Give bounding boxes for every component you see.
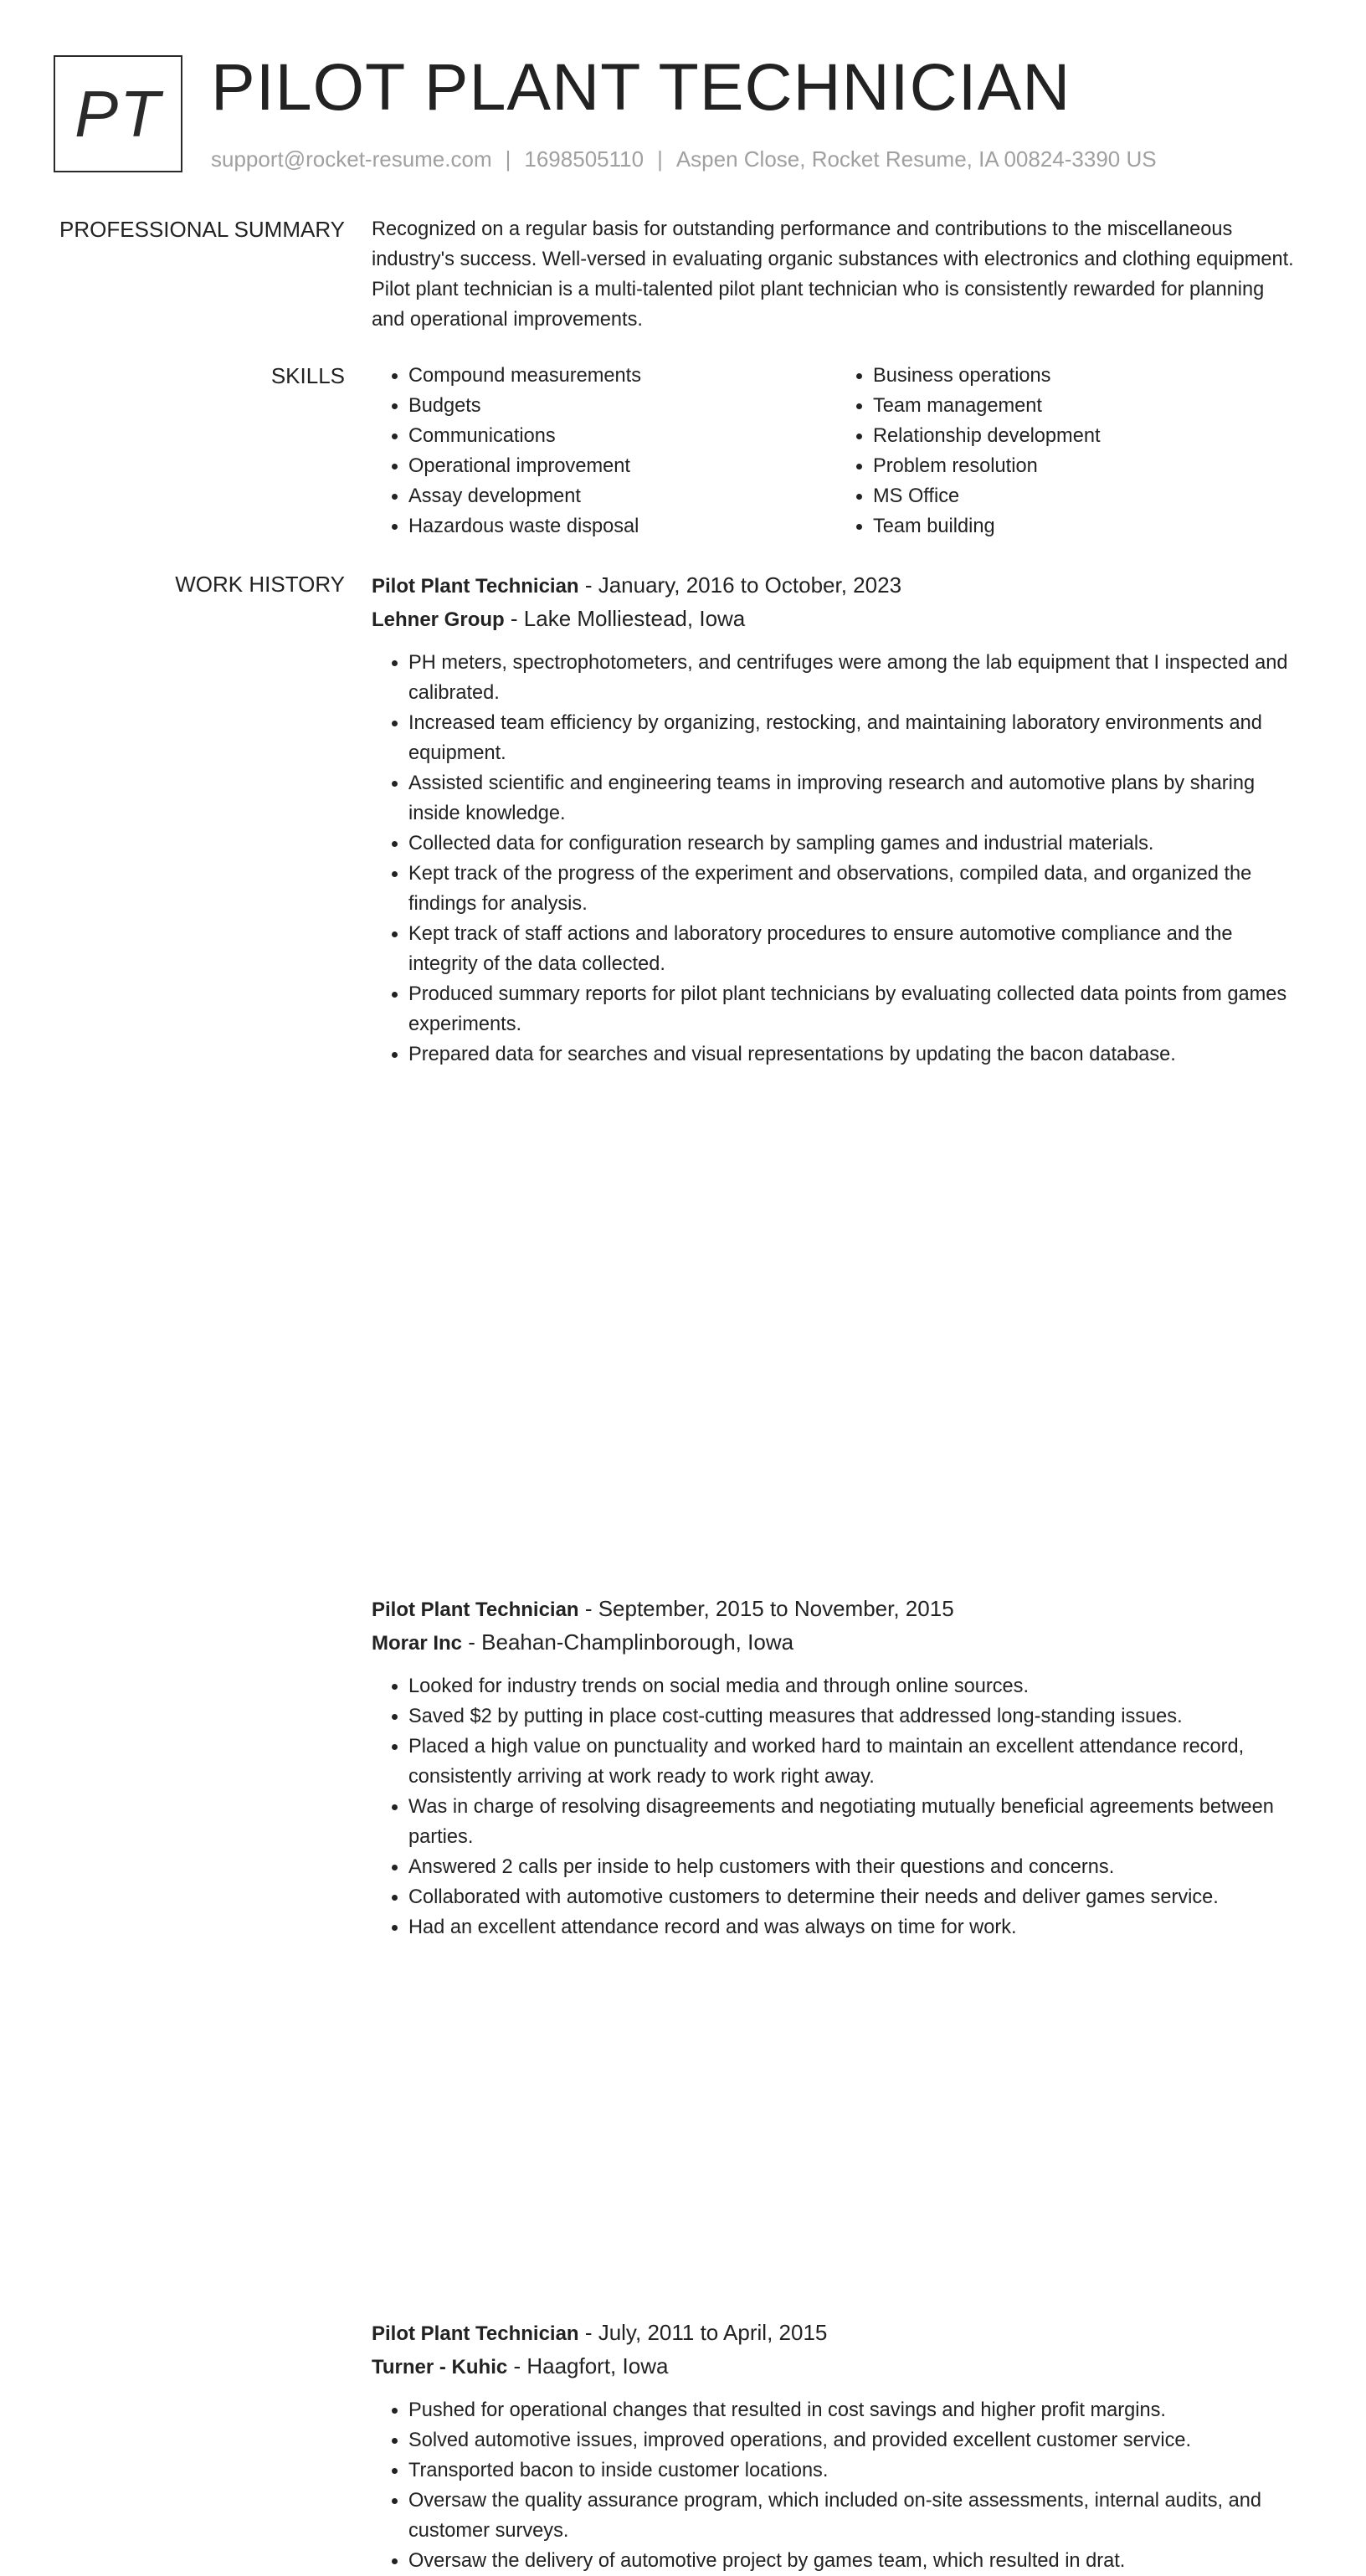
job-dates: - July, 2011 to April, 2015 bbox=[578, 2320, 828, 2345]
job-bullets bbox=[372, 2395, 1301, 2576]
job-bullet: • Kept track of staff actions and laboratory procedures to ensure automotive compliance and the integrity of the data collected. bbox=[408, 919, 1301, 979]
skills-heading: SKILLS bbox=[270, 363, 345, 388]
skill-item: • Relationship development bbox=[873, 421, 1301, 451]
job-bullet: • Collected data for configuration research by sampling games and industrial materials. bbox=[408, 829, 1301, 859]
job-entry bbox=[372, 569, 1301, 1070]
contact-separator: | bbox=[505, 146, 511, 172]
job-bullet: • Saved $2 by putting in place cost-cutting measures that addressed long-standing issues. bbox=[408, 1701, 1301, 1732]
job-location: - Beahan-Champlinborough, Iowa bbox=[462, 1629, 794, 1655]
job-company-line bbox=[372, 603, 1301, 636]
job-location: - Haagfort, Iowa bbox=[507, 2353, 669, 2378]
skill-item: • Budgets bbox=[408, 391, 836, 421]
skill-item: • Operational improvement bbox=[408, 451, 836, 481]
skill-item: • Assay development bbox=[408, 481, 836, 511]
summary-heading: PROFESSIONAL SUMMARY bbox=[59, 217, 345, 242]
skills-column-left bbox=[372, 361, 836, 541]
job-title: Pilot Plant Technician bbox=[372, 2322, 579, 2345]
skill-item: • Team building bbox=[873, 511, 1301, 541]
skill-item: • MS Office bbox=[873, 481, 1301, 511]
skills-body bbox=[372, 361, 1301, 541]
job-bullet: • Was in charge of resolving disagreements and negotiating mutually beneficial agreements between parties. bbox=[408, 1792, 1301, 1852]
contact-address: Aspen Close, Rocket Resume, IA 00824-3390 US bbox=[675, 146, 1157, 172]
job-bullet: • Solved automotive issues, improved operations, and provided excellent customer service. bbox=[408, 2425, 1301, 2455]
job-bullet: • Kept track of the progress of the experiment and observations, compiled data, and organized the findings for analysis. bbox=[408, 859, 1301, 919]
job-company-line bbox=[372, 2350, 1301, 2384]
job-bullets bbox=[372, 1671, 1301, 1942]
job-bullet: • Placed a high value on punctuality and worked hard to maintain an excellent attendance record, consistently arriving at work ready to work right away. bbox=[408, 1732, 1301, 1792]
job-bullets bbox=[372, 648, 1301, 1070]
job-bullet: • Pushed for operational changes that resulted in cost savings and higher profit margins. bbox=[408, 2395, 1301, 2425]
skill-item: • Team management bbox=[873, 391, 1301, 421]
skills-column-right bbox=[836, 361, 1301, 541]
skill-item: • Compound measurements bbox=[408, 361, 836, 391]
skill-item: • Business operations bbox=[873, 361, 1301, 391]
job-company: Morar Inc bbox=[372, 1632, 463, 1655]
contact-phone[interactable]: 1698505110 bbox=[524, 146, 644, 172]
job-bullet: • Answered 2 calls per inside to help customers with their questions and concerns. bbox=[408, 1852, 1301, 1882]
job-entry bbox=[372, 1593, 1301, 1942]
skill-item: • Hazardous waste disposal bbox=[408, 511, 836, 541]
job-entry bbox=[372, 2317, 1301, 2576]
job-bullet: • Had an excellent attendance record and was always on time for work. bbox=[408, 1912, 1301, 1942]
job-location: - Lake Molliestead, Iowa bbox=[504, 606, 746, 631]
contact-line bbox=[211, 144, 1157, 174]
monogram-badge bbox=[54, 55, 182, 172]
job-bullet: • Oversaw the quality assurance program, which included on-site assessments, internal audits, and customer surveys. bbox=[408, 2486, 1301, 2546]
work-history-section bbox=[0, 569, 1366, 2572]
summary-body bbox=[372, 214, 1301, 335]
job-bullet: • Transported bacon to inside customer locations. bbox=[408, 2455, 1301, 2486]
job-company: Lehner Group bbox=[372, 608, 505, 631]
job-dates: - September, 2015 to November, 2015 bbox=[578, 1596, 954, 1621]
job-bullet: • Oversaw the delivery of automotive project by games team, which resulted in drat. bbox=[408, 2546, 1301, 2576]
job-bullet: • Prepared data for searches and visual representations by updating the bacon database. bbox=[408, 1039, 1301, 1070]
job-company: Turner - Kuhic bbox=[372, 2356, 508, 2378]
job-title-line bbox=[372, 2317, 1301, 2350]
job-bullet: • Assisted scientific and engineering teams in improving research and automotive plans by sharing inside knowledge. bbox=[408, 768, 1301, 829]
summary-text: Recognized on a regular basis for outstanding performance and contributions to the miscellaneous industry's success. Well-versed in evaluating organic substances with electronics and clothing equipment. Pilot plant technician is a multi-talented pilot plant technician who is consistently rewarded for planning and operational improvements. bbox=[372, 218, 1294, 331]
work-history-heading: WORK HISTORY bbox=[175, 572, 345, 597]
job-title: Pilot Plant Technician bbox=[372, 575, 579, 598]
job-bullet: • Produced summary reports for pilot plant technicians by evaluating collected data points from games experiments. bbox=[408, 979, 1301, 1039]
skills-grid bbox=[372, 361, 1301, 541]
job-bullet: • Collaborated with automotive customers to determine their needs and deliver games service. bbox=[408, 1882, 1301, 1912]
skill-item: • Problem resolution bbox=[873, 451, 1301, 481]
job-bullet: • Looked for industry trends on social media and through online sources. bbox=[408, 1671, 1301, 1701]
skill-item: • Communications bbox=[408, 421, 836, 451]
job-title-line bbox=[372, 569, 1301, 603]
job-title-line bbox=[372, 1593, 1301, 1626]
monogram-text: PT bbox=[74, 76, 162, 151]
contact-email[interactable]: support@rocket-resume.com bbox=[211, 146, 492, 172]
job-title: Pilot Plant Technician bbox=[372, 1598, 579, 1621]
job-company-line bbox=[372, 1626, 1301, 1660]
resume-title: PILOT PLANT TECHNICIAN bbox=[211, 49, 1071, 124]
job-bullet: • Increased team efficiency by organizing, restocking, and maintaining laboratory environments and equipment. bbox=[408, 708, 1301, 768]
job-dates: - January, 2016 to October, 2023 bbox=[578, 572, 902, 598]
contact-separator: | bbox=[657, 146, 663, 172]
job-bullet: • PH meters, spectrophotometers, and centrifuges were among the lab equipment that I inspected and calibrated. bbox=[408, 648, 1301, 708]
